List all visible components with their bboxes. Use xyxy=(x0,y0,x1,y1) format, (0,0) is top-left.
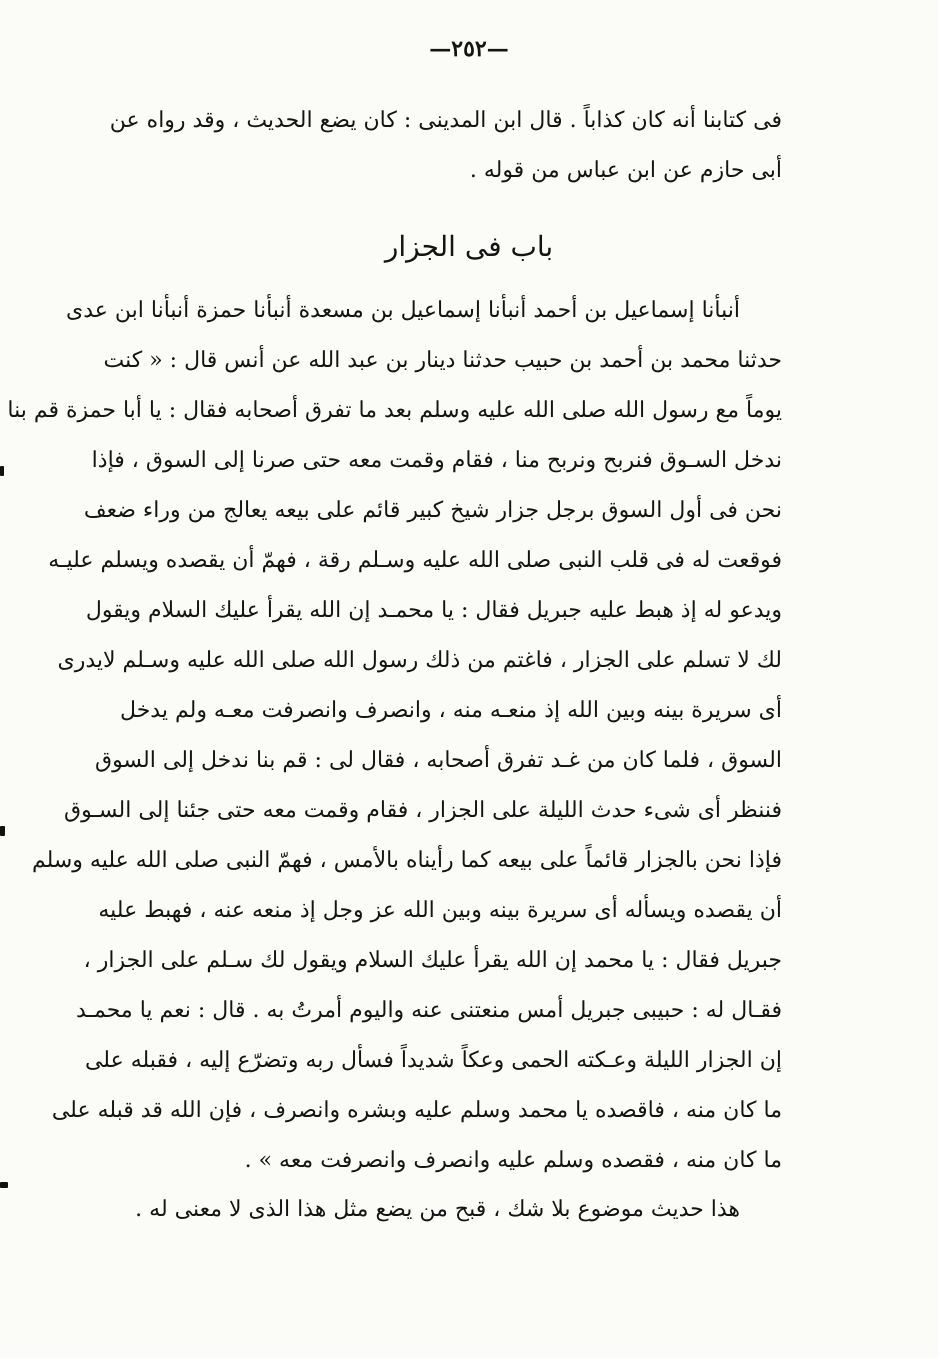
text-line: ندخل السـوق فنربح ونربح منا ، فقام وقمت معه حتى صرنا إلى السوق ، فإذا xyxy=(91,448,782,473)
text-line: أى سريرة بينه وبين الله إذ منعـه منه ، وانصرف وانصرفت معـه ولم يدخل xyxy=(120,698,782,723)
text-line: لك لا تسلم على الجزار ، فاغتم من ذلك رسول الله صلى الله عليه وسـلم لايدرى xyxy=(57,648,782,673)
text-line: فننظر أى شىء حدث الليلة على الجزار ، فقام وقمت معه حتى جئنا إلى السـوق xyxy=(64,798,782,823)
scan-mark xyxy=(0,826,5,836)
text-line: فإذا نحن بالجزار قائماً على بيعه كما رأيناه بالأمس ، فهمّ النبى صلى الله عليه وسلم xyxy=(31,848,782,873)
scan-mark xyxy=(0,466,4,476)
page-number: —٢٥٢— xyxy=(429,36,509,62)
text-line: أبى حازم عن ابن عباس من قوله . xyxy=(469,158,782,183)
section-heading: باب فى الجزار xyxy=(384,230,554,263)
verdict-paragraph xyxy=(134,1185,782,1235)
text-line: جبريل فقال : يا محمد إن الله يقرأ عليك السلام ويقول لك سـلم على الجزار ، xyxy=(83,948,782,973)
text-line: فقـال له : حبيبى جبريل أمس منعتنى عنه واليوم أمرتُ به . قال : نعم يا محمـد xyxy=(76,998,782,1023)
text-line: السوق ، فلما كان من غـد تفرق أصحابه ، فقال لى : قم بنا ندخل إلى السوق xyxy=(95,748,782,773)
text-line: أنبأنا إسماعيل بن أحمد أنبأنا إسماعيل بن مسعدة أنبأنا حمزة أنبأنا ابن عدى xyxy=(66,298,740,323)
text-line: أن يقصده ويسأله أى سريرة بينه وبين الله عز وجل إذ منعه عنه ، فهبط عليه xyxy=(98,898,782,923)
text-line: ويدعو له إذ هبط عليه جبريل فقال : يا محمـد إن الله يقرأ عليك السلام ويقول xyxy=(85,598,782,623)
text-line: ما كان منه ، فاقصده يا محمد وسلم عليه وبشره وانصرف ، فإن الله قد قبله على xyxy=(51,1098,782,1123)
text-line: يوماً مع رسول الله صلى الله عليه وسلم بعد ما تفرق أصحابه فقال : يا أبا حمزة قم بنا xyxy=(7,398,782,423)
text-line: نحن فى أول السوق برجل جزار شيخ كبير قائم على بيعه يعالج من وراء ضعف xyxy=(83,498,782,523)
intro-paragraph xyxy=(109,96,782,196)
text-line: ما كان منه ، فقصده وسلم عليه وانصرف وانصرفت معه » . xyxy=(244,1148,782,1173)
hadith-paragraph xyxy=(7,286,782,1186)
text-line: إن الجزار الليلة وعـكته الحمى وعكاً شديداً فسأل ربه وتضرّع إليه ، فقبله على xyxy=(84,1048,782,1073)
text-line: حدثنا محمد بن أحمد بن حبيب حدثنا دينار بن عبد الله عن أنس قال : « كنت xyxy=(103,348,782,373)
text-line: فى كتابنا أنه كان كذاباً . قال ابن المدينى : كان يضع الحديث ، وقد رواه عن xyxy=(109,108,782,133)
scan-mark xyxy=(0,1182,8,1188)
text-line: هذا حديث موضوع بلا شك ، قبح من يضع مثل هذا الذى لا معنى له . xyxy=(135,1197,740,1222)
text-line: فوقعت له فى قلب النبى صلى الله عليه وسـلم رقة ، فهمّ أن يقصده ويسلم عليـه xyxy=(48,548,782,573)
